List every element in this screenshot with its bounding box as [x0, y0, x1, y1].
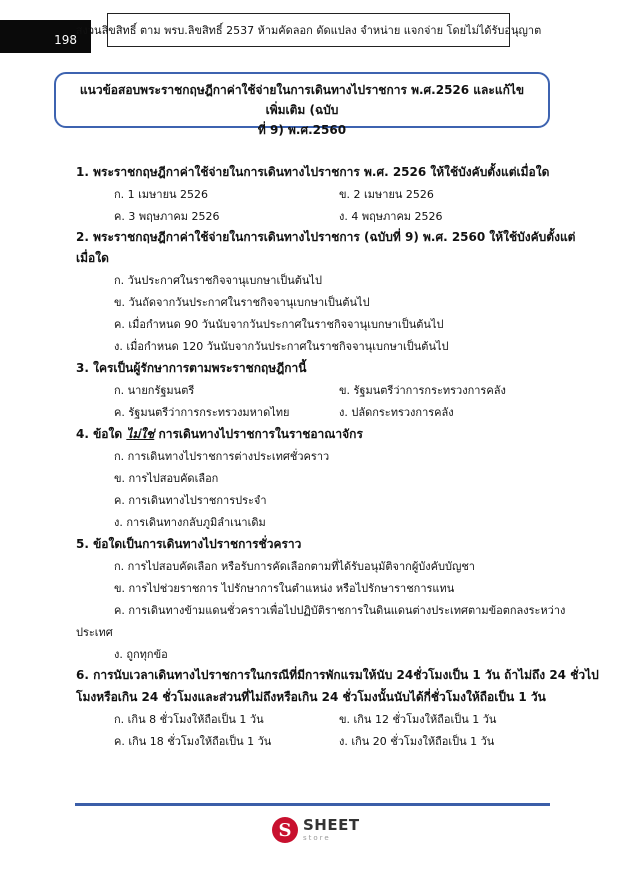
question-6-line-1: 6. การนับเวลาเดินทางไปราชการในกรณีที่มีการพักแรมให้นับ 24ชั่วโมงเป็น 1 วัน ถ้าไม่ถึง 24 ชั่วไป — [76, 668, 599, 682]
sheet-logo-icon: S — [272, 817, 298, 843]
question-6-option-b: ข. เกิน 12 ชั่วโมงให้ถือเป็น 1 วัน — [339, 713, 497, 726]
question-1-option-d: ง. 4 พฤษภาคม 2526 — [339, 210, 443, 223]
question-2-option-a: ก. วันประกาศในราชกิจจานุเบกษาเป็นต้นไป — [114, 274, 322, 287]
question-6-option-d: ง. เกิน 20 ชั่วโมงให้ถือเป็น 1 วัน — [339, 735, 495, 748]
question-2-option-d: ง. เมื่อกำหนด 120 วันนับจากวันประกาศในราชกิจจานุเบกษาเป็นต้นไป — [114, 340, 449, 353]
question-1-option-c: ค. 3 พฤษภาคม 2526 — [114, 210, 220, 223]
question-5-option-d: ง. ถูกทุกข้อ — [114, 648, 168, 661]
question-1-option-a: ก. 1 เมษายน 2526 — [114, 188, 209, 201]
copyright-notice — [75, 13, 542, 47]
question-5: 5. ข้อใดเป็นการเดินทางไปราชการชั่วคราว — [76, 537, 302, 551]
question-6-option-c: ค. เกิน 18 ชั่วโมงให้ถือเป็น 1 วัน — [114, 735, 272, 748]
question-5-option-c: ค. การเดินทางข้ามแดนชั่วคราวเพื่อไปปฏิบัติราชการในดินแดนต่างประเทศตามข้อตกลงระหว่าง — [114, 604, 566, 617]
logo-subtext: store — [303, 834, 331, 842]
question-4-emphasis: ไม่ใช่ — [126, 427, 155, 441]
section-title-line-1: แนวข้อสอบพระราชกฤษฎีกาค่าใช้จ่ายในการเดินทางไปราชการ พ.ศ.2526 และแก้ไขเพิ่มเติม (ฉบับ — [79, 83, 525, 117]
question-3-option-a: ก. นายกรัฐมนตรี — [114, 384, 195, 397]
question-4-option-b: ข. การไปสอบคัดเลือก — [114, 472, 219, 485]
question-5-option-c-continued: ประเทศ — [76, 626, 113, 639]
question-1-option-b: ข. 2 เมษายน 2526 — [339, 188, 434, 201]
question-3: 3. ใครเป็นผู้รักษาการตามพระราชกฤษฎีกานี้ — [76, 361, 307, 375]
question-4-option-a: ก. การเดินทางไปราชการต่างประเทศชั่วคราว — [114, 450, 330, 463]
logo-text — [303, 818, 360, 842]
page-number-text: 198 — [54, 33, 77, 47]
footer-divider — [75, 803, 550, 806]
question-4-option-c: ค. การเดินทางไปราชการประจำ — [114, 494, 267, 507]
question-6-option-a: ก. เกิน 8 ชั่วโมงให้ถือเป็น 1 วัน — [114, 713, 264, 726]
question-3-option-d: ง. ปลัดกระทรวงการคลัง — [339, 406, 454, 419]
question-2-line-1: 2. พระราชกฤษฎีกาค่าใช้จ่ายในการเดินทางไปราชการ (ฉบับที่ 9) พ.ศ. 2560 ให้ใช้บังคับตั้งแต่ — [76, 230, 576, 244]
sheet-store-logo — [272, 812, 368, 848]
question-4-text-after: การเดินทางไปราชการในราชอาณาจักร — [154, 427, 363, 441]
question-4 — [76, 425, 363, 444]
copyright-text: สงวนลิขสิทธิ์ ตาม พรบ.ลิขสิทธิ์ 2537 ห้ามคัดลอก ดัดแปลง จำหน่าย แจกจ่าย โดยไม่ได้รับอนุญาต — [75, 24, 542, 37]
logo-name: SHEET — [303, 816, 360, 834]
question-5-option-a: ก. การไปสอบคัดเลือก หรือรับการคัดเลือกตามที่ได้รับอนุมัติจากผู้บังคับบัญชา — [114, 560, 475, 573]
question-4-text-before: 4. ข้อใด — [76, 427, 127, 441]
section-title-box — [54, 72, 550, 137]
question-3-option-b: ข. รัฐมนตรีว่าการกระทรวงการคลัง — [339, 384, 506, 397]
question-1: 1. พระราชกฤษฎีกาค่าใช้จ่ายในการเดินทางไปราชการ พ.ศ. 2526 ให้ใช้บังคับตั้งแต่เมื่อใด — [76, 165, 550, 179]
question-5-option-b: ข. การไปช่วยราชการ ไปรักษาการในตำแหน่ง หรือไปรักษาราชการแทน — [114, 582, 455, 595]
question-4-option-d: ง. การเดินทางกลับภูมิลำเนาเดิม — [114, 516, 266, 529]
question-2-option-b: ข. วันถัดจากวันประกาศในราชกิจจานุเบกษาเป็นต้นไป — [114, 296, 370, 309]
question-2-option-c: ค. เมื่อกำหนด 90 วันนับจากวันประกาศในราชกิจจานุเบกษาเป็นต้นไป — [114, 318, 444, 331]
question-6-line-2: โมงหรือเกิน 24 ชั่วโมงและส่วนที่ไม่ถึงหรือเกิน 24 ชั่วโมงนั้นนับได้กี่ชั่วโมงให้ถือเป็น 1 วัน — [76, 690, 546, 704]
question-2-line-2: เมื่อใด — [76, 251, 109, 265]
section-title-line-2: ที่ 9) พ.ศ.2560 — [257, 123, 347, 137]
question-3-option-c: ค. รัฐมนตรีว่าการกระทรวงมหาดไทย — [114, 406, 290, 419]
